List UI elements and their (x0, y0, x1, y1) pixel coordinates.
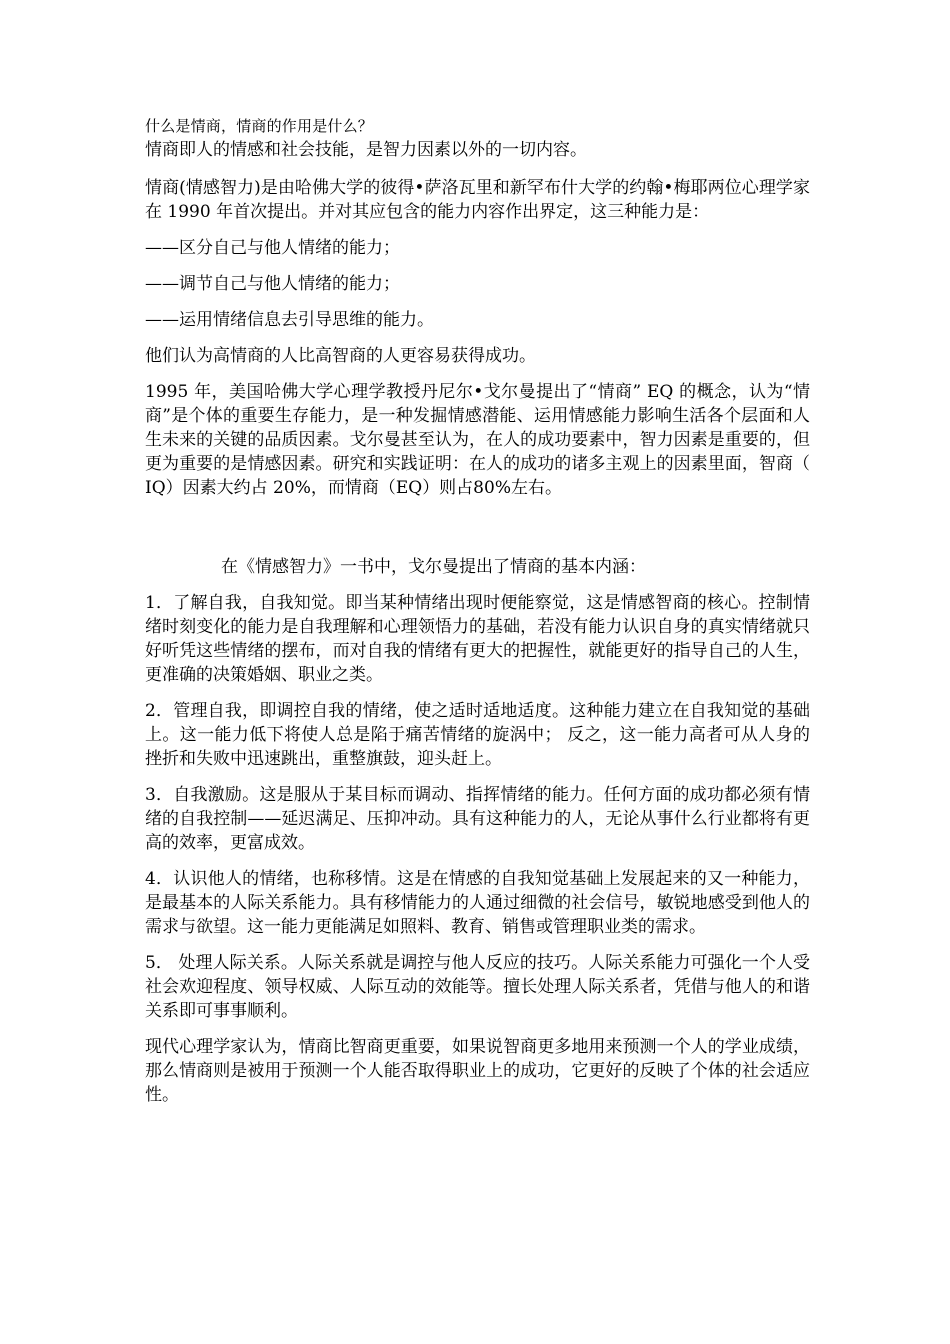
book-intro-paragraph: 在《情感智力》一书中，戈尔曼提出了情商的基本内涵： (221, 557, 646, 577)
conclusion-paragraph: 现代心理学家认为，情商比智商更重要，如果说智商更多地用来预测一个人的学业成绩，那么情商则是被用于预测一个人能否取得职业上的成功，它更好的反映了个体的社会适应性。 (145, 1037, 810, 1105)
point-1: 1．了解自我，自我知觉。即当某种情绪出现时便能察觉，这是情感智商的核心。控制情绪时刻变化的能力是自我理解和心理领悟力的基础，若没有能力认识自身的真实情绪就只好听凭这些情绪的摆布，而对自我的情绪有更大的把握性，就能更好的指导自己的人生，更准确的决策婚姻、职业之类。 (145, 593, 810, 685)
ability-item-3: ——运用情绪信息去引导思维的能力。 (145, 310, 434, 330)
intro-paragraph: 情商即人的情感和社会技能，是智力因素以外的一切内容。 (145, 140, 587, 160)
ability-item-1: ——区分自己与他人情绪的能力； (145, 238, 400, 258)
point-4: 4．认识他人的情绪，也称移情。这是在情感的自我知觉基础上发展起来的又一种能力，是最基本的人际关系能力。具有移情能力的人通过细微的社会信号，敏锐地感受到他人的需求与欲望。这一能力更能满足如照料、教育、销售或管理职业类的需求。 (145, 869, 810, 937)
belief-paragraph: 他们认为高情商的人比高智商的人更容易获得成功。 (145, 346, 536, 366)
point-2: 2．管理自我，即调控自我的情绪，使之适时适地适度。这种能力建立在自我知觉的基础上。这一能力低下将使人总是陷于痛苦情绪的旋涡中； 反之，这一能力高者可从人身的挫折和失败中迅速跳出，重整旗鼓，迎头赶上。 (145, 701, 810, 769)
document-title: 什么是情商，情商的作用是什么？ (145, 117, 374, 135)
document-body (145, 116, 810, 1119)
goleman-paragraph: 1995 年，美国哈佛大学心理学教授丹尼尔•戈尔曼提出了“情商” EQ 的概念，认为“情商”是个体的重要生存能力，是一种发掘情感潜能、运用情感能力影响生活各个层面和人生未来的关键的品质因素。戈尔曼甚至认为，在人的成功要素中，智力因素是重要的，但更为重要的是情感因素。研究和实践证明：在人的成功的诸多主观上的因素里面，智商（ IQ）因素大约占 20%，而情商（EQ）则占80%左右。 (145, 382, 810, 498)
origin-paragraph: 情商(情感智力)是由哈佛大学的彼得•萨洛瓦里和新罕布什大学的约翰•梅耶两位心理学家在 1990 年首次提出。并对其应包含的能力内容作出界定，这三种能力是： (145, 178, 810, 222)
point-3: 3．自我激励。这是服从于某目标而调动、指挥情绪的能力。任何方面的成功都必须有情绪的自我控制——延迟满足、压抑冲动。具有这种能力的人，无论从事什么行业都将有更高的效率，更富成效。 (145, 785, 810, 853)
point-5: 5． 处理人际关系。人际关系就是调控与他人反应的技巧。人际关系能力可强化一个人受社会欢迎程度、领导权威、人际互动的效能等。擅长处理人际关系者，凭借与他人的和谐关系即可事事顺利。 (145, 953, 810, 1021)
ability-item-2: ——调节自己与他人情绪的能力； (145, 274, 400, 294)
section-spacer (145, 512, 810, 555)
